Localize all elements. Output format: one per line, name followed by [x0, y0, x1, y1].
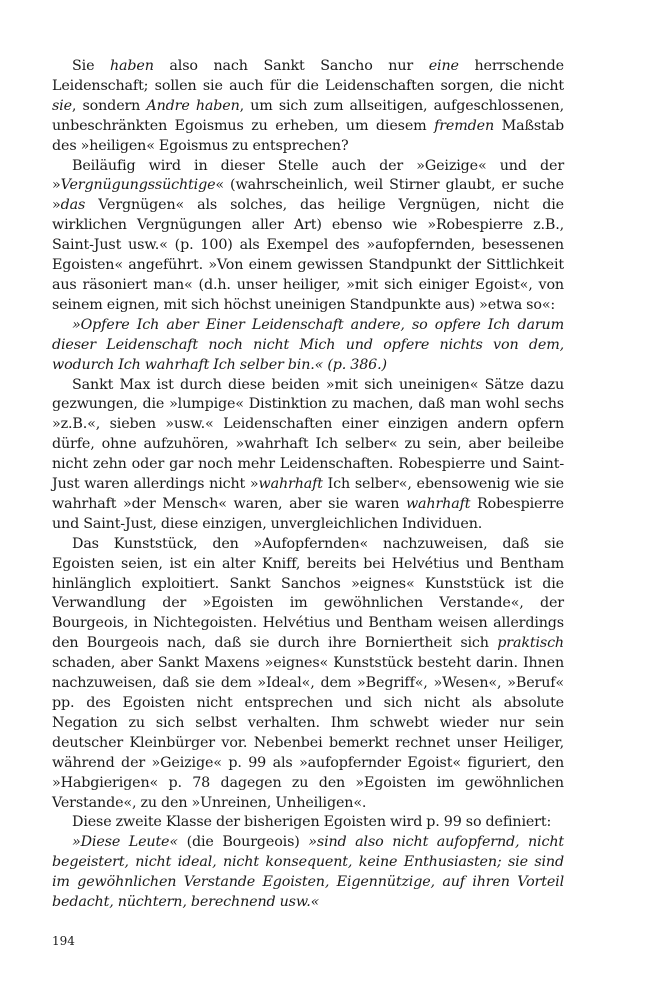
text-run: Robespierre und Saint-Just, diese einzigen, unvergleichlichen Individuen.	[52, 495, 564, 532]
page-body	[52, 57, 564, 913]
text-run: Beiläufig wird in dieser Stelle auch der »Geizige« und der »	[52, 157, 564, 194]
text-run: Sankt Max ist durch diese beiden »mit sich uneinigen« Sätze dazu gezwungen, die »lumpige« Distinktion zu machen, daß man wohl sechs »z.B.«, sieben »usw.« Leidenschaften einer einzigen andern opfern dürfe, ohne aufzuhören, »wahrhaft Ich selber« zu sein, aber beileibe nicht zehn oder gar noch mehr Leidenschaften. Robespierre und Saint-Just waren allerdings nicht »	[52, 376, 564, 493]
emphasis-text: Vergnügungssüchtige	[60, 177, 216, 194]
text-run: Diese zweite Klasse der bisherigen Egoisten wird p. 99 so definiert:	[72, 814, 552, 831]
emphasis-text: wahrhaft	[405, 495, 471, 512]
page-number: 194	[52, 934, 75, 948]
body-paragraph	[52, 376, 564, 535]
emphasis-text: eine	[428, 58, 459, 74]
text-run: Vergnügen« als solches, das heilige Vergnügen, nicht die wirklichen Vergnügungen aller Art) ebenso wie »Robespierre z.B., Saint-Just usw.« (p. 100) als Exempel des »aufopfernden, besessenen Egoisten« angeführt. »Von einem gewissen Standpunkt der Sittlichkeit aus räsoniert man« (d.h. unser heiliger, »mit sich einiger Egoist«, von seinem eignen, mit sich höchst uneinigen Standpunkte aus) »etwa so«:	[52, 197, 564, 313]
text-run: , sondern	[71, 97, 147, 114]
text-run: Das Kunststück, den »Aufopfernden« nachzuweisen, daß sie Egoisten seien, ist ein alter Kniff, bereits bei Helvétius und Bentham hinlänglich exploitiert. Sankt Sanchos »eignes« Kunststück ist die Verwandlung der »Egoisten im gewöhnlichen Verstande«, der Bourgeois, in Nichtegoisten. Helvétius und Bentham weisen allerdings den Bourgeois nach, daß sie durch ihre Borniertheit sich	[52, 535, 564, 652]
body-paragraph	[52, 157, 564, 316]
emphasis-text: haben	[110, 58, 154, 74]
text-run: « (wahrscheinlich, weil Stirner glaubt, er suche »	[52, 177, 564, 214]
text-run: , um sich zum allseitigen, aufgeschlossenen, unbeschränkten Egoismus zu erheben, um diesem	[52, 97, 564, 134]
body-paragraph	[52, 57, 564, 157]
block-quote-paragraph	[52, 833, 564, 913]
emphasis-text: Andre haben	[146, 97, 240, 114]
text-run: »Opfere Ich aber Einer Leidenschaft andere, so opfere Ich darum dieser Leidenschaft noch nicht Mich und opfere nichts von dem, wodurch Ich wahrhaft Ich selber bin.« (p. 386.)	[52, 316, 564, 373]
text-run: schaden, aber Sankt Maxens »eignes« Kunststück besteht darin. Ihnen nachzuweisen, daß sie dem »Ideal«, dem »Begriff«, »Wesen«, »Beruf« pp. des Egoisten nicht entsprechen und sich nicht als absolute Negation zu sich selbst verhalten. Ihm schwebt wieder nur sein deutscher Kleinbürger vor. Nebenbei bemerkt rechnet unser Heiliger, während der »Geizige« p. 99 als »aufopfernder Egoist« figuriert, den »Habgierigen« p. 78 dagegen zu den »Egoisten im gewöhnlichen Verstande«, zu den »Unreinen, Unheiligen«.	[52, 655, 564, 811]
text-run: »Diese Leute«	[72, 834, 187, 851]
text-run: Sie	[72, 58, 110, 74]
text-run: Ich selber«, ebensowenig wie sie wahrhaft »der Mensch« waren, aber sie waren	[52, 476, 564, 512]
text-run: »sind also nicht aufopfernd, nicht begeistert, nicht ideal, nicht konsequent, keine Enthusiasten; sie sind im gewöhnlichen Verstande Egoisten, Eigennützige, auf ihren Vorteil bedacht, nüchtern, berechnend usw.«	[52, 834, 564, 911]
body-paragraph	[52, 813, 564, 833]
body-paragraph	[52, 535, 564, 814]
emphasis-text: wahrhaft	[258, 476, 323, 493]
emphasis-text: das	[60, 197, 86, 214]
emphasis-text: fremden	[434, 117, 495, 134]
text-run: also nach Sankt Sancho nur	[153, 58, 429, 74]
text-run: herrschende Leidenschaft; sollen sie auch für die Leidenschaften sorgen, die nicht	[52, 58, 564, 94]
text-run: Maßstab des »heiligen« Egoismus zu entsprechen?	[52, 117, 565, 154]
emphasis-text: (die Bourgeois)	[186, 834, 300, 851]
block-quote-paragraph	[52, 316, 564, 376]
emphasis-text: sie	[52, 97, 72, 114]
emphasis-text: praktisch	[497, 635, 564, 652]
